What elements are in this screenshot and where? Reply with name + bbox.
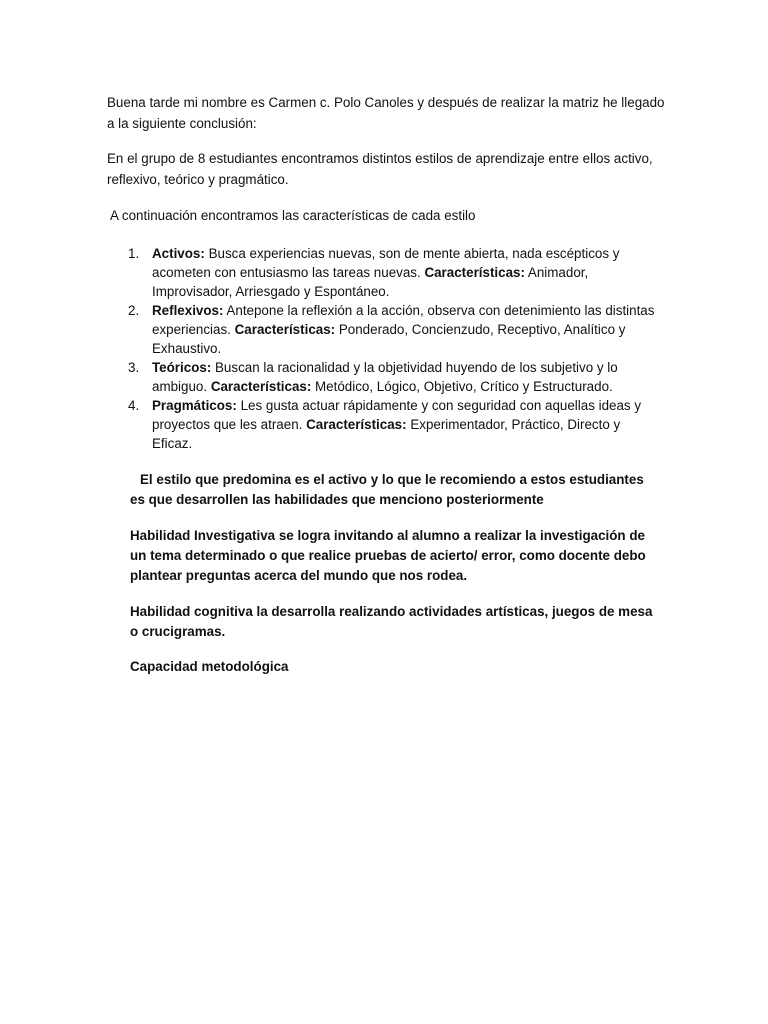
learning-styles-list (128, 244, 658, 453)
group-paragraph: En el grupo de 8 estudiantes encontramos distintos estilos de aprendizaje entre ellos activo, reflexivo, teórico y pragmático. (107, 151, 653, 187)
style-name: Pragmáticos: (152, 398, 237, 413)
style-characteristics: Animador, Improvisador, Arriesgado y Espontáneo. (152, 265, 589, 299)
predominant-style-paragraph: El estilo que predomina es el activo y lo que le recomiendo a estos estudiantes es que desarrollen las habilidades que menciono posteriormente (130, 472, 644, 507)
list-number: 1. (128, 246, 140, 261)
style-description: Les gusta actuar rápidamente y con seguridad con aquellas ideas y proyectos que les atraen. (152, 398, 642, 432)
list-number: 3. (128, 360, 140, 375)
characteristics-label: Características: (210, 379, 312, 394)
style-characteristics: Metódico, Lógico, Objetivo, Crítico y Estructurado. (311, 379, 613, 394)
list-number: 4. (128, 398, 140, 413)
style-name: Teóricos: (152, 360, 212, 375)
characteristics-label: Características: (234, 322, 336, 337)
methodological-capacity-heading: Capacidad metodológica (130, 659, 289, 674)
style-description: Busca experiencias nuevas, son de mente abierta, nada escépticos y acometen con entusiasmo las tareas nuevas. (152, 246, 620, 280)
characteristics-label: Características: (424, 265, 525, 280)
cognitive-skill-paragraph: Habilidad cognitiva la desarrolla realizando actividades artísticas, juegos de mesa o crucigramas. (130, 604, 653, 639)
style-description: Buscan la racionalidad y la objetividad huyendo de los subjetivo y lo ambiguo. (152, 360, 618, 394)
style-name: Reflexivos: (152, 303, 224, 318)
investigative-skill-paragraph: Habilidad Investigativa se logra invitando al alumno a realizar la investigación de un tema determinado o que realice pruebas de acierto/ error, como docente debo plantear preguntas acerca del mundo que nos rodea. (130, 528, 646, 583)
list-item (128, 358, 658, 396)
style-characteristics: Experimentador, Práctico, Directo y Eficaz. (152, 417, 621, 451)
list-item (128, 301, 658, 358)
style-name: Activos: (152, 246, 205, 261)
list-number: 2. (128, 303, 140, 318)
intro-paragraph: Buena tarde mi nombre es Carmen c. Polo Canoles y después de realizar la matriz he llegado a la siguiente conclusión: (107, 95, 665, 131)
list-item (128, 244, 658, 301)
style-description: Antepone la reflexión a la acción, observa con detenimiento las distintas experiencias. (152, 303, 655, 337)
style-characteristics: Ponderado, Concienzudo, Receptivo, Analítico y Exhaustivo. (152, 322, 626, 356)
characteristics-label: Características: (306, 417, 407, 432)
lead-paragraph: A continuación encontramos las características de cada estilo (110, 208, 476, 223)
list-item (128, 396, 658, 453)
